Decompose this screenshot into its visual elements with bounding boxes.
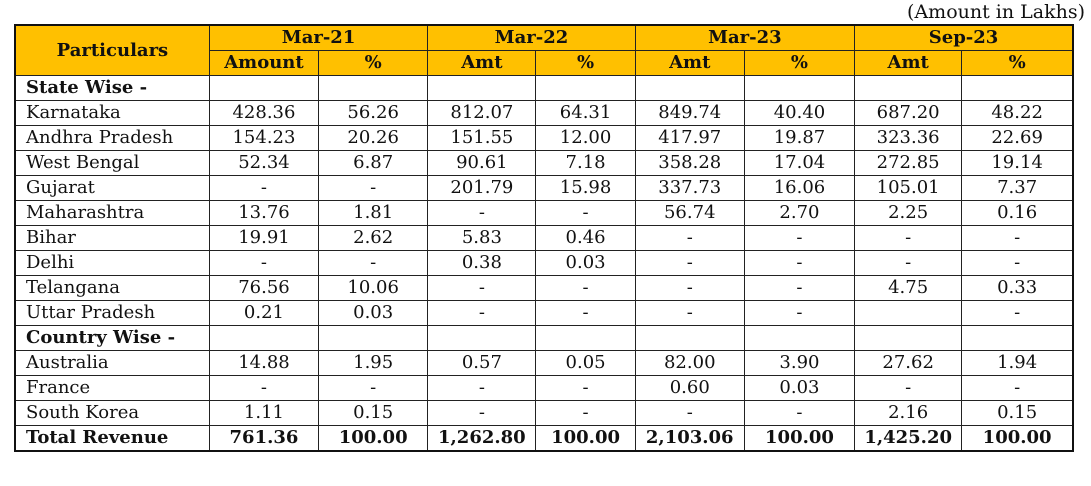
amount-cell: 812.07 xyxy=(428,101,536,126)
amount-cell: 105.01 xyxy=(855,176,962,201)
percent-cell: - xyxy=(962,251,1073,276)
total-row xyxy=(15,426,1073,452)
amount-cell xyxy=(855,76,962,101)
amount-cell: 13.76 xyxy=(209,201,318,226)
amount-cell: 76.56 xyxy=(209,276,318,301)
header-percent: % xyxy=(962,51,1073,76)
amount-cell: 201.79 xyxy=(428,176,536,201)
amount-cell: - xyxy=(209,251,318,276)
amount-cell: 358.28 xyxy=(635,151,744,176)
percent-cell xyxy=(962,76,1073,101)
percent-cell: - xyxy=(536,376,635,401)
percent-cell: 2.70 xyxy=(744,201,854,226)
percent-cell: 100.00 xyxy=(962,426,1073,452)
amount-cell: 849.74 xyxy=(635,101,744,126)
percent-cell: 48.22 xyxy=(962,101,1073,126)
percent-cell: 0.05 xyxy=(536,351,635,376)
row-label: Total Revenue xyxy=(15,426,209,452)
percent-cell: 0.15 xyxy=(962,401,1073,426)
percent-cell: - xyxy=(744,251,854,276)
percent-cell: 100.00 xyxy=(744,426,854,452)
percent-cell: - xyxy=(744,301,854,326)
percent-cell: 40.40 xyxy=(744,101,854,126)
percent-cell: 1.81 xyxy=(319,201,428,226)
amount-cell: - xyxy=(428,301,536,326)
header-percent: % xyxy=(536,51,635,76)
amount-cell: 14.88 xyxy=(209,351,318,376)
table-row xyxy=(15,301,1073,326)
percent-cell: - xyxy=(536,301,635,326)
amount-cell: - xyxy=(428,401,536,426)
amount-cell: 428.36 xyxy=(209,101,318,126)
header-amount: Amt xyxy=(635,51,744,76)
percent-cell: 0.03 xyxy=(536,251,635,276)
percent-cell: - xyxy=(744,226,854,251)
percent-cell: 0.46 xyxy=(536,226,635,251)
amount-cell: 90.61 xyxy=(428,151,536,176)
amount-cell: 687.20 xyxy=(855,101,962,126)
amount-cell: - xyxy=(428,201,536,226)
row-label: Delhi xyxy=(15,251,209,276)
percent-cell: 22.69 xyxy=(962,126,1073,151)
percent-cell: - xyxy=(962,301,1073,326)
amount-cell: 52.34 xyxy=(209,151,318,176)
amount-cell: - xyxy=(635,276,744,301)
table-row xyxy=(15,126,1073,151)
percent-cell xyxy=(536,326,635,351)
percent-cell: 0.03 xyxy=(744,376,854,401)
amount-cell: 323.36 xyxy=(855,126,962,151)
header-particulars: Particulars xyxy=(15,25,209,76)
table-row xyxy=(15,401,1073,426)
table-row xyxy=(15,226,1073,251)
amount-cell xyxy=(855,301,962,326)
amount-cell xyxy=(635,326,744,351)
percent-cell xyxy=(536,76,635,101)
table-body xyxy=(15,76,1073,452)
percent-cell: 1.95 xyxy=(319,351,428,376)
amount-cell: - xyxy=(428,276,536,301)
table-row xyxy=(15,251,1073,276)
percent-cell: 100.00 xyxy=(536,426,635,452)
section-row xyxy=(15,76,1073,101)
amount-cell: 0.38 xyxy=(428,251,536,276)
amount-cell: 0.57 xyxy=(428,351,536,376)
percent-cell: 17.04 xyxy=(744,151,854,176)
percent-cell: 10.06 xyxy=(319,276,428,301)
row-label: Maharashtra xyxy=(15,201,209,226)
row-label: France xyxy=(15,376,209,401)
table-row xyxy=(15,376,1073,401)
percent-cell: - xyxy=(962,376,1073,401)
amount-cell: 337.73 xyxy=(635,176,744,201)
amount-cell xyxy=(209,76,318,101)
percent-cell: 1.94 xyxy=(962,351,1073,376)
percent-cell: 0.33 xyxy=(962,276,1073,301)
percent-cell: 7.18 xyxy=(536,151,635,176)
row-label: Australia xyxy=(15,351,209,376)
amount-cell: 1,262.80 xyxy=(428,426,536,452)
row-label: Gujarat xyxy=(15,176,209,201)
row-label: Telangana xyxy=(15,276,209,301)
amount-cell: 0.60 xyxy=(635,376,744,401)
amount-cell: 417.97 xyxy=(635,126,744,151)
amount-cell: - xyxy=(855,251,962,276)
percent-cell: 0.15 xyxy=(319,401,428,426)
amount-cell: - xyxy=(635,301,744,326)
header-amount: Amt xyxy=(428,51,536,76)
amount-cell: 27.62 xyxy=(855,351,962,376)
amount-cell: 82.00 xyxy=(635,351,744,376)
table-row xyxy=(15,151,1073,176)
section-label: Country Wise - xyxy=(15,326,209,351)
row-label: South Korea xyxy=(15,401,209,426)
percent-cell: 0.16 xyxy=(962,201,1073,226)
amount-cell: 761.36 xyxy=(209,426,318,452)
percent-cell xyxy=(319,76,428,101)
header-period: Mar-23 xyxy=(635,25,854,51)
percent-cell: - xyxy=(962,226,1073,251)
amount-cell xyxy=(209,326,318,351)
amount-cell: - xyxy=(855,376,962,401)
amount-cell xyxy=(635,76,744,101)
percent-cell: - xyxy=(319,176,428,201)
amount-cell: 1.11 xyxy=(209,401,318,426)
amount-cell: 2.16 xyxy=(855,401,962,426)
percent-cell: 16.06 xyxy=(744,176,854,201)
amount-cell xyxy=(428,326,536,351)
row-label: Karnataka xyxy=(15,101,209,126)
percent-cell: 100.00 xyxy=(319,426,428,452)
percent-cell: - xyxy=(744,276,854,301)
header-amount: Amt xyxy=(855,51,962,76)
amount-cell: 56.74 xyxy=(635,201,744,226)
amount-cell: - xyxy=(209,376,318,401)
section-row xyxy=(15,326,1073,351)
percent-cell: - xyxy=(536,276,635,301)
row-label: West Bengal xyxy=(15,151,209,176)
percent-cell: - xyxy=(744,401,854,426)
header-percent: % xyxy=(744,51,854,76)
amount-cell: 4.75 xyxy=(855,276,962,301)
amount-cell: - xyxy=(428,376,536,401)
amount-cell: - xyxy=(209,176,318,201)
table-row xyxy=(15,351,1073,376)
amount-cell: 0.21 xyxy=(209,301,318,326)
percent-cell: 12.00 xyxy=(536,126,635,151)
percent-cell: 6.87 xyxy=(319,151,428,176)
amount-cell: 5.83 xyxy=(428,226,536,251)
amount-cell: 19.91 xyxy=(209,226,318,251)
percent-cell: 56.26 xyxy=(319,101,428,126)
amount-cell xyxy=(855,326,962,351)
amount-cell: 272.85 xyxy=(855,151,962,176)
amount-cell: - xyxy=(855,226,962,251)
amount-cell: 151.55 xyxy=(428,126,536,151)
amount-cell: - xyxy=(635,226,744,251)
header-period: Mar-22 xyxy=(428,25,635,51)
percent-cell: 19.87 xyxy=(744,126,854,151)
percent-cell: 64.31 xyxy=(536,101,635,126)
percent-cell: 7.37 xyxy=(962,176,1073,201)
row-label: Andhra Pradesh xyxy=(15,126,209,151)
table-row xyxy=(15,276,1073,301)
percent-cell: 3.90 xyxy=(744,351,854,376)
table-row xyxy=(15,201,1073,226)
unit-note: (Amount in Lakhs) xyxy=(907,1,1085,23)
row-label: Uttar Pradesh xyxy=(15,301,209,326)
amount-cell: - xyxy=(635,251,744,276)
amount-cell: 1,425.20 xyxy=(855,426,962,452)
percent-cell: 20.26 xyxy=(319,126,428,151)
percent-cell: 15.98 xyxy=(536,176,635,201)
table-row xyxy=(15,101,1073,126)
percent-cell xyxy=(319,326,428,351)
header-period: Mar-21 xyxy=(209,25,427,51)
percent-cell: - xyxy=(536,401,635,426)
header-period: Sep-23 xyxy=(855,25,1073,51)
amount-cell xyxy=(428,76,536,101)
percent-cell: - xyxy=(536,201,635,226)
percent-cell: - xyxy=(319,376,428,401)
section-label: State Wise - xyxy=(15,76,209,101)
revenue-table xyxy=(14,24,1074,452)
amount-cell: 2,103.06 xyxy=(635,426,744,452)
header-amount: Amount xyxy=(209,51,318,76)
amount-cell: 2.25 xyxy=(855,201,962,226)
amount-cell: 154.23 xyxy=(209,126,318,151)
header-percent: % xyxy=(319,51,428,76)
row-label: Bihar xyxy=(15,226,209,251)
amount-cell: - xyxy=(635,401,744,426)
percent-cell xyxy=(744,76,854,101)
percent-cell: 0.03 xyxy=(319,301,428,326)
percent-cell: 19.14 xyxy=(962,151,1073,176)
percent-cell xyxy=(744,326,854,351)
table-row xyxy=(15,176,1073,201)
percent-cell xyxy=(962,326,1073,351)
percent-cell: - xyxy=(319,251,428,276)
percent-cell: 2.62 xyxy=(319,226,428,251)
